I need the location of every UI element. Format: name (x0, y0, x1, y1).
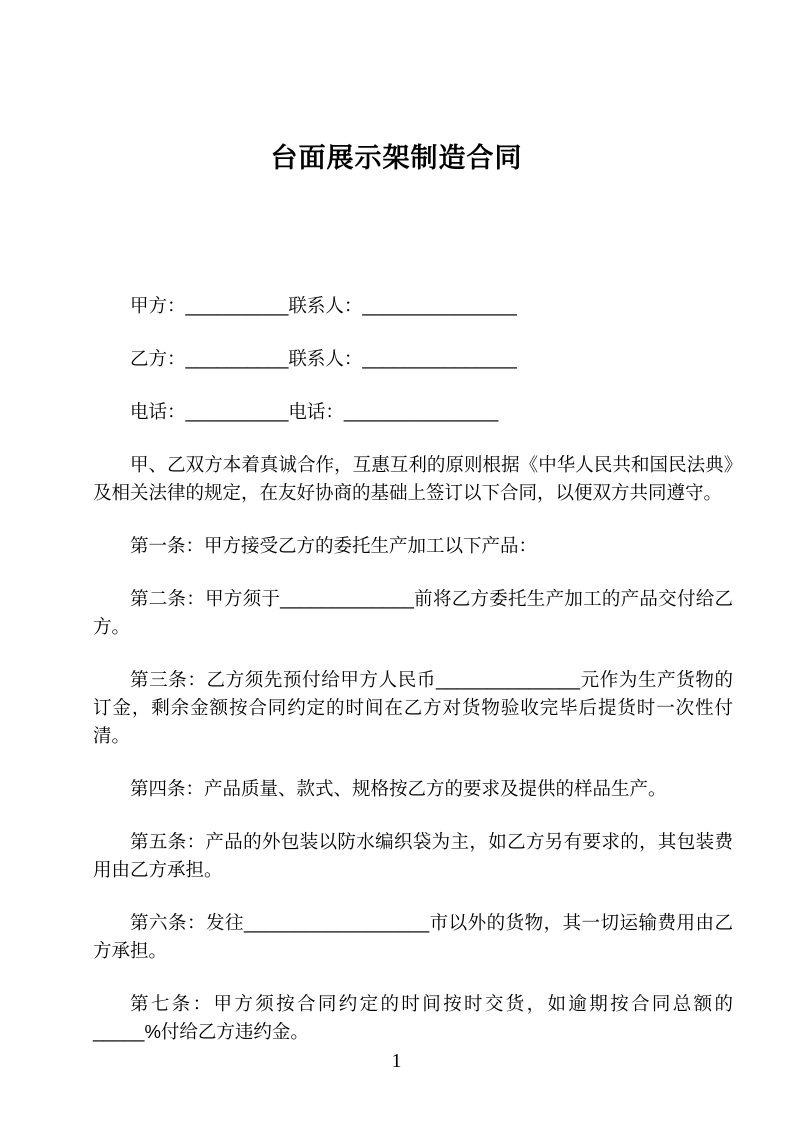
party-b-row (0, 345, 793, 373)
clause-4: 第四条：产品质量、款式、规格按乙方的要求及提供的样品生产。 (130, 778, 667, 799)
clause-3: 第三条：乙方须先预付给甲方人民币______________元作为生产货物的订金，剩余金额按合同约定的时间在乙方对货物验收完毕后提货时一次性付清。 (93, 669, 733, 746)
party-a-contact-blank: _______________ (362, 295, 517, 316)
party-b-contact-label: 联系人： (288, 348, 363, 369)
phone-row (0, 398, 793, 426)
clause-2: 第二条：甲方须于_____________前将乙方委托生产加工的产品交付给乙方。 (93, 588, 733, 637)
phone-a-label: 电话： (130, 401, 186, 422)
clause-5: 第五条：产品的外包装以防水编织袋为主，如乙方另有要求的，其包装费用由乙方承担。 (93, 831, 733, 880)
document-title: 台面展示架制造合同 (270, 143, 523, 173)
party-a-name-blank: __________ (185, 295, 289, 316)
preamble-paragraph: 甲、乙双方本着真诚合作，互惠互利的原则根据《中华人民共和国民法典》及相关法律的规定，在友好协商的基础上签订以下合同，以便双方共同遵守。 (93, 454, 733, 503)
clause-6: 第六条：发往__________________市以外的货物，其一切运输费用由乙方承担。 (93, 912, 733, 961)
party-b-name-blank: __________ (185, 348, 289, 369)
party-a-label: 甲方： (130, 295, 186, 316)
phone-b-blank: _______________ (343, 401, 499, 422)
clause-1: 第一条：甲方接受乙方的委托生产加工以下产品： (130, 535, 538, 556)
party-a-contact-label: 联系人： (288, 295, 363, 316)
phone-a-blank: __________ (185, 401, 289, 422)
clause-7: 第七条：甲方须按合同约定的时间按时交货，如逾期按合同总额的_____%付给乙方违约金。 (93, 993, 733, 1042)
party-b-label: 乙方： (130, 348, 186, 369)
page-number: 1 (391, 1050, 402, 1072)
phone-b-label: 电话： (288, 401, 344, 422)
party-b-contact-blank: _______________ (362, 348, 517, 369)
party-a-row (0, 292, 793, 320)
